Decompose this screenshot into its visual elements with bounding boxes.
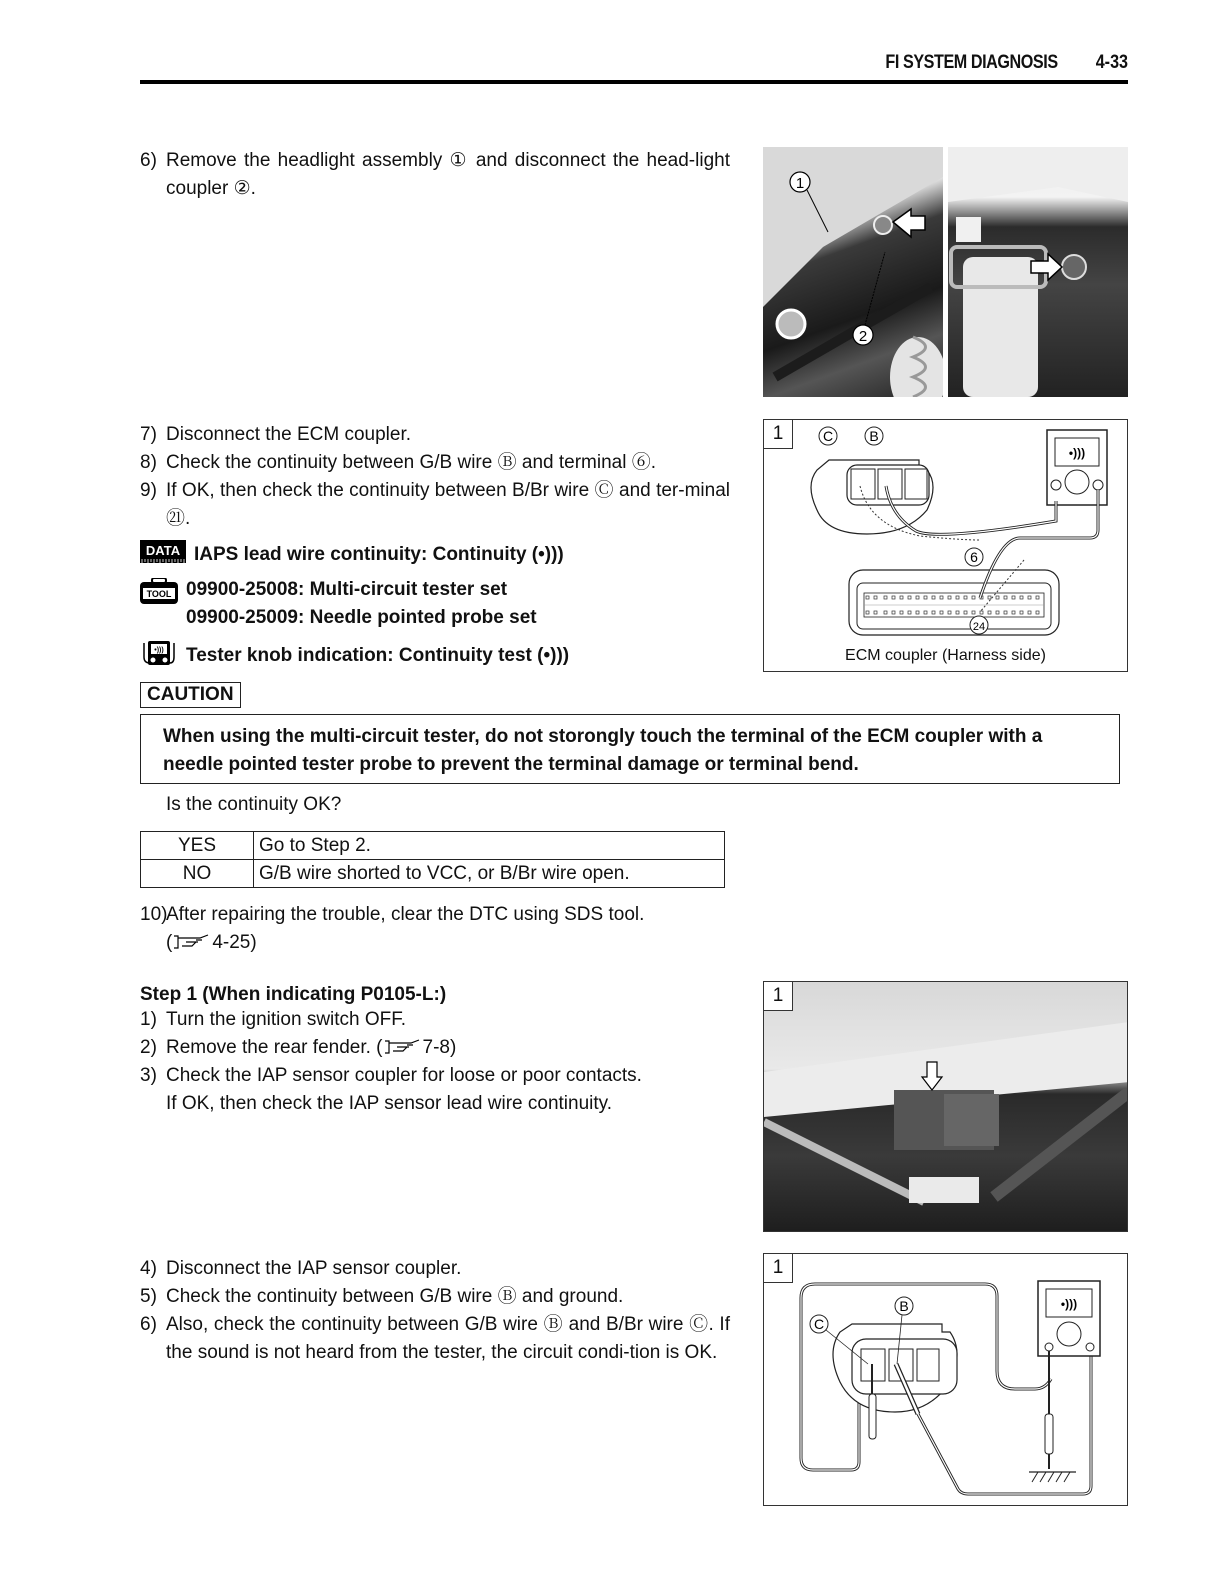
result-key: YES [141, 832, 254, 860]
figure-tag: 1 [764, 1254, 793, 1283]
ecm-coupler-diagram [764, 420, 1129, 673]
callout-1: 1 [795, 175, 805, 192]
svg-text:•))): •))) [1068, 446, 1086, 460]
figure-tag: 1 [764, 982, 793, 1011]
ecm-coupler-figure [763, 419, 1128, 672]
section-title: FI SYSTEM DIAGNOSIS [885, 52, 1058, 73]
reference-hand-icon [383, 1036, 423, 1054]
tool-line-1: 09900-25008: Multi-circuit tester set [186, 579, 508, 600]
headlight-photo-left-art [763, 147, 943, 397]
step-6-headlight: 6) Remove the headlight assembly ① and disconnect the head-light coupler ②. [140, 147, 730, 203]
reference-page-link[interactable]: 4-25 [212, 932, 251, 953]
page-header [140, 50, 1128, 84]
tester-spec-row [140, 639, 569, 673]
svg-text:TOOL: TOOL [146, 589, 172, 599]
iap-wire-diagram [764, 1254, 1129, 1507]
tool-line-2: 09900-25009: Needle pointed probe set [186, 607, 537, 628]
headlight-photo-right [948, 147, 1128, 397]
data-spec-text: IAPS lead wire continuity: Continuity (•))) [194, 544, 564, 565]
step-1-item-5: 5) Check the continuity between G/B wire Ⓑ and ground. [140, 1286, 624, 1307]
iap-sensor-photo [763, 981, 1128, 1232]
result-key: NO [141, 860, 254, 888]
callout-2: 2 [858, 328, 868, 345]
step-1-item-4: 4) Disconnect the IAP sensor coupler. [140, 1258, 462, 1279]
step-1-item-1: 1) Turn the ignition switch OFF. [140, 1009, 407, 1030]
continuity-question: Is the continuity OK? [166, 794, 342, 815]
figure-caption: ECM coupler (Harness side) [845, 647, 1046, 664]
result-value: Go to Step 2. [254, 832, 725, 860]
iap-wire-continuity-figure [763, 1253, 1128, 1506]
tool-icon [140, 578, 178, 610]
svg-text:B: B [899, 1298, 909, 1314]
caution-box [140, 714, 1120, 784]
caution-label: CAUTION [140, 682, 241, 708]
svg-text:6: 6 [970, 549, 978, 565]
step-1-item-2: 2) Remove the rear fender. ( 7-8) [140, 1037, 457, 1058]
step-10-ref: ( 4-25) [166, 932, 257, 953]
step-10: 10) After repairing the trouble, clear the DTC using SDS tool. ( 4-25) [140, 901, 730, 957]
svg-text:DATA: DATA [145, 543, 181, 558]
headlight-photo-left [763, 147, 943, 397]
headlight-photo-right-art [948, 147, 1128, 397]
step-1-item-6: 6) Also, check the continuity between G/B wire Ⓑ and B/Br wire Ⓒ. If the sound is not heard from the tester, the circuit condi-tion is OK. [140, 1314, 730, 1363]
figure-tag: 1 [764, 420, 793, 449]
step-7: 7) Disconnect the ECM coupler. [140, 424, 412, 445]
svg-text:•))): •))) [1060, 1297, 1078, 1311]
iap-sensor-photo-art [764, 982, 1128, 1232]
table-row [141, 832, 725, 860]
reference-hand-icon [172, 931, 212, 949]
step-10-text: After repairing the trouble, clear the DTC using SDS tool. [166, 904, 645, 925]
svg-text:•))): •))) [154, 647, 164, 654]
step-8: 8) Check the continuity between G/B wire Ⓑ and terminal ⑥. [140, 452, 657, 473]
data-spec-row [140, 540, 564, 570]
page-number: 4-33 [1095, 52, 1128, 73]
result-value: G/B wire shorted to VCC, or B/Br wire open. [254, 860, 725, 888]
tool-spec-row [140, 576, 537, 632]
svg-text:24: 24 [972, 621, 986, 633]
step-9: 9) If OK, then check the continuity between B/Br wire Ⓒ and ter-minal ㉑. [140, 480, 730, 529]
reference-page-link[interactable]: 7-8 [422, 1037, 450, 1058]
caution-text: When using the multi-circuit tester, do not storongly touch the terminal of the ECM coupler with a needle pointed tester probe to prevent the terminal damage or terminal bend. [163, 726, 1043, 775]
svg-text:C: C [822, 428, 834, 444]
data-icon [140, 540, 186, 570]
table-row [141, 860, 725, 888]
tester-icon [140, 639, 178, 673]
svg-text:B: B [869, 428, 879, 444]
step-1-item-3: 3) Check the IAP sensor coupler for loose or poor contacts. If OK, then check the IAP sensor lead wire continuity. [140, 1065, 642, 1114]
tester-spec-text: Tester knob indication: Continuity test (•))) [186, 645, 570, 666]
step-1-title: Step 1 (When indicating P0105-L:) [140, 984, 447, 1005]
result-table [140, 831, 725, 888]
step-text: Remove the headlight assembly ① and disconnect the head-light coupler ②. [166, 150, 730, 199]
svg-text:C: C [813, 1316, 825, 1332]
